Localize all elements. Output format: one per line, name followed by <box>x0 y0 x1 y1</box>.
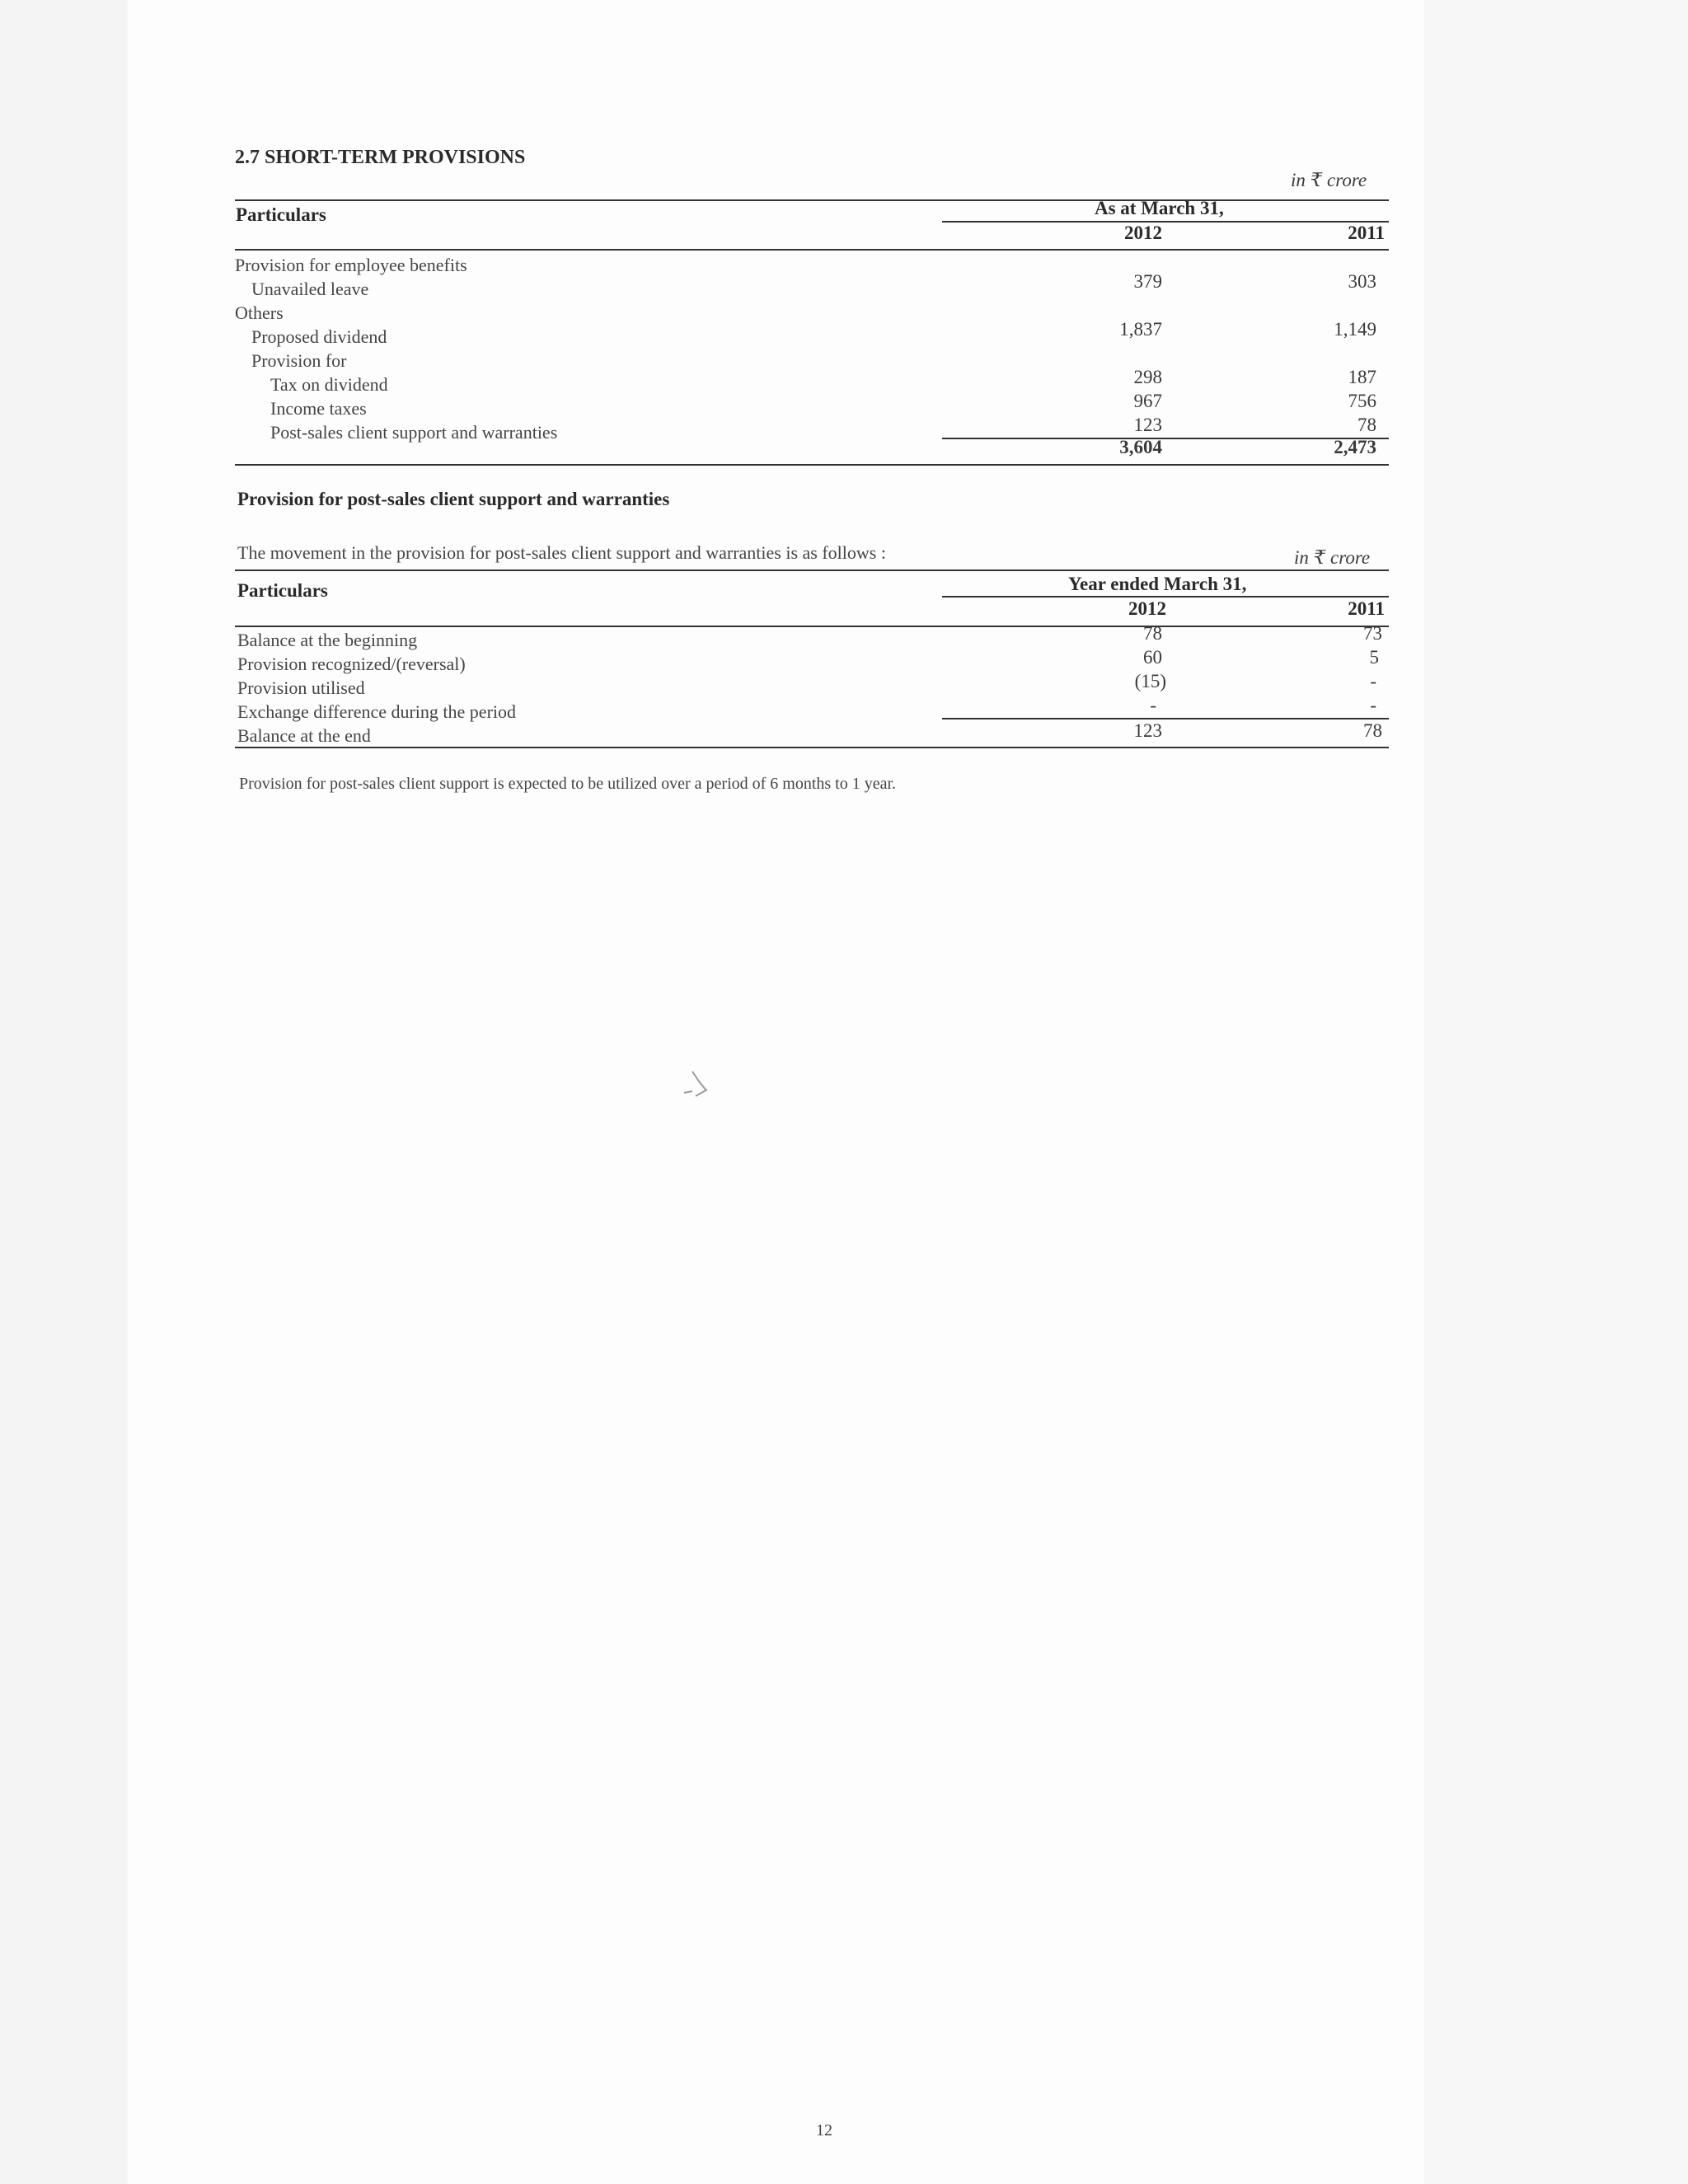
section2-row-2012: 60 <box>1143 647 1162 668</box>
section1-total-2011: 2,473 <box>1334 437 1376 457</box>
section1-group-header: As at March 31, <box>1095 198 1224 218</box>
section2-row-2012: (15) <box>1134 671 1166 691</box>
section2-row-label: Exchange difference during the period <box>237 701 517 722</box>
section1-bottom-rule <box>235 464 1389 466</box>
section2-particulars-header: Particulars <box>237 580 328 601</box>
section2-header-rule <box>235 626 1389 627</box>
section2-footnote: Provision for post-sales client support is expected to be utilized over a period of 6 months to 1 year. <box>239 775 897 793</box>
section1-row-label: Unavailed leave <box>251 279 369 299</box>
section1-row-2012: 298 <box>1133 367 1162 387</box>
section2-row-2012: 123 <box>1133 720 1162 741</box>
section2-row-label: Balance at the end <box>237 725 371 746</box>
page-number: 12 <box>816 2121 832 2139</box>
section1-row-label: Provision for <box>251 350 347 371</box>
section1-col-2011: 2011 <box>1348 223 1385 243</box>
section2-row-2011: 78 <box>1363 720 1382 741</box>
section2-col-2012: 2012 <box>1128 598 1166 619</box>
section2-subtotal-rule <box>942 718 1389 719</box>
section2-col-2011: 2011 <box>1348 598 1385 619</box>
section1-total-2012: 3,604 <box>1119 437 1162 457</box>
section2-row-2012: - <box>1150 695 1156 715</box>
section1-row-2012: 967 <box>1133 391 1162 411</box>
section1-row-label: Income taxes <box>270 398 367 419</box>
section1-row-2012: 379 <box>1133 271 1162 292</box>
section2-row-label: Provision recognized/(reversal) <box>237 654 466 674</box>
section1-row-2011: 1,149 <box>1334 319 1376 340</box>
section1-particulars-header: Particulars <box>236 204 326 225</box>
section2-group-rule <box>942 596 1389 598</box>
section2-unit: in ₹ crore <box>1294 547 1371 568</box>
section1-row-label: Provision for employee benefits <box>235 255 467 275</box>
section1-row-2011: 187 <box>1348 367 1376 387</box>
section2-top-rule <box>235 569 1389 571</box>
section1-title: 2.7 SHORT-TERM PROVISIONS <box>235 147 526 168</box>
section1-row-2012: 1,837 <box>1119 319 1162 340</box>
section1-row-2011: 78 <box>1357 415 1376 435</box>
section1-row-2011: 303 <box>1348 271 1376 292</box>
section1-row-label: Others <box>235 302 284 323</box>
section1-unit: in ₹ crore <box>1291 170 1367 190</box>
section2-intro: The movement in the provision for post-sales client support and warranties is as follows : <box>237 542 886 563</box>
section1-header-rule <box>235 249 1389 251</box>
section2-row-2011: - <box>1370 671 1376 691</box>
section1-row-label: Post-sales client support and warranties <box>270 422 558 443</box>
section1-row-2011: 756 <box>1348 391 1376 411</box>
scan-margin-left <box>0 0 128 2184</box>
section2-group-header: Year ended March 31, <box>1068 574 1247 594</box>
section2-row-label: Balance at the beginning <box>237 630 418 650</box>
section1-col-2012: 2012 <box>1124 223 1162 243</box>
section2-row-2011: 73 <box>1363 623 1382 644</box>
section2-title: Provision for post-sales client support and warranties <box>237 489 670 509</box>
section2-row-label: Provision utilised <box>237 677 365 698</box>
section2-bottom-rule <box>235 747 1389 748</box>
section1-row-label: Tax on dividend <box>270 374 388 395</box>
section2-row-2011: 5 <box>1369 647 1379 668</box>
section1-row-2012: 123 <box>1133 415 1162 435</box>
scan-mark-icon <box>674 1068 715 1104</box>
section2-row-2012: 78 <box>1143 623 1162 644</box>
scan-margin-right <box>1424 0 1688 2184</box>
section2-row-2011: - <box>1370 695 1376 715</box>
section1-row-label: Proposed dividend <box>251 326 387 347</box>
